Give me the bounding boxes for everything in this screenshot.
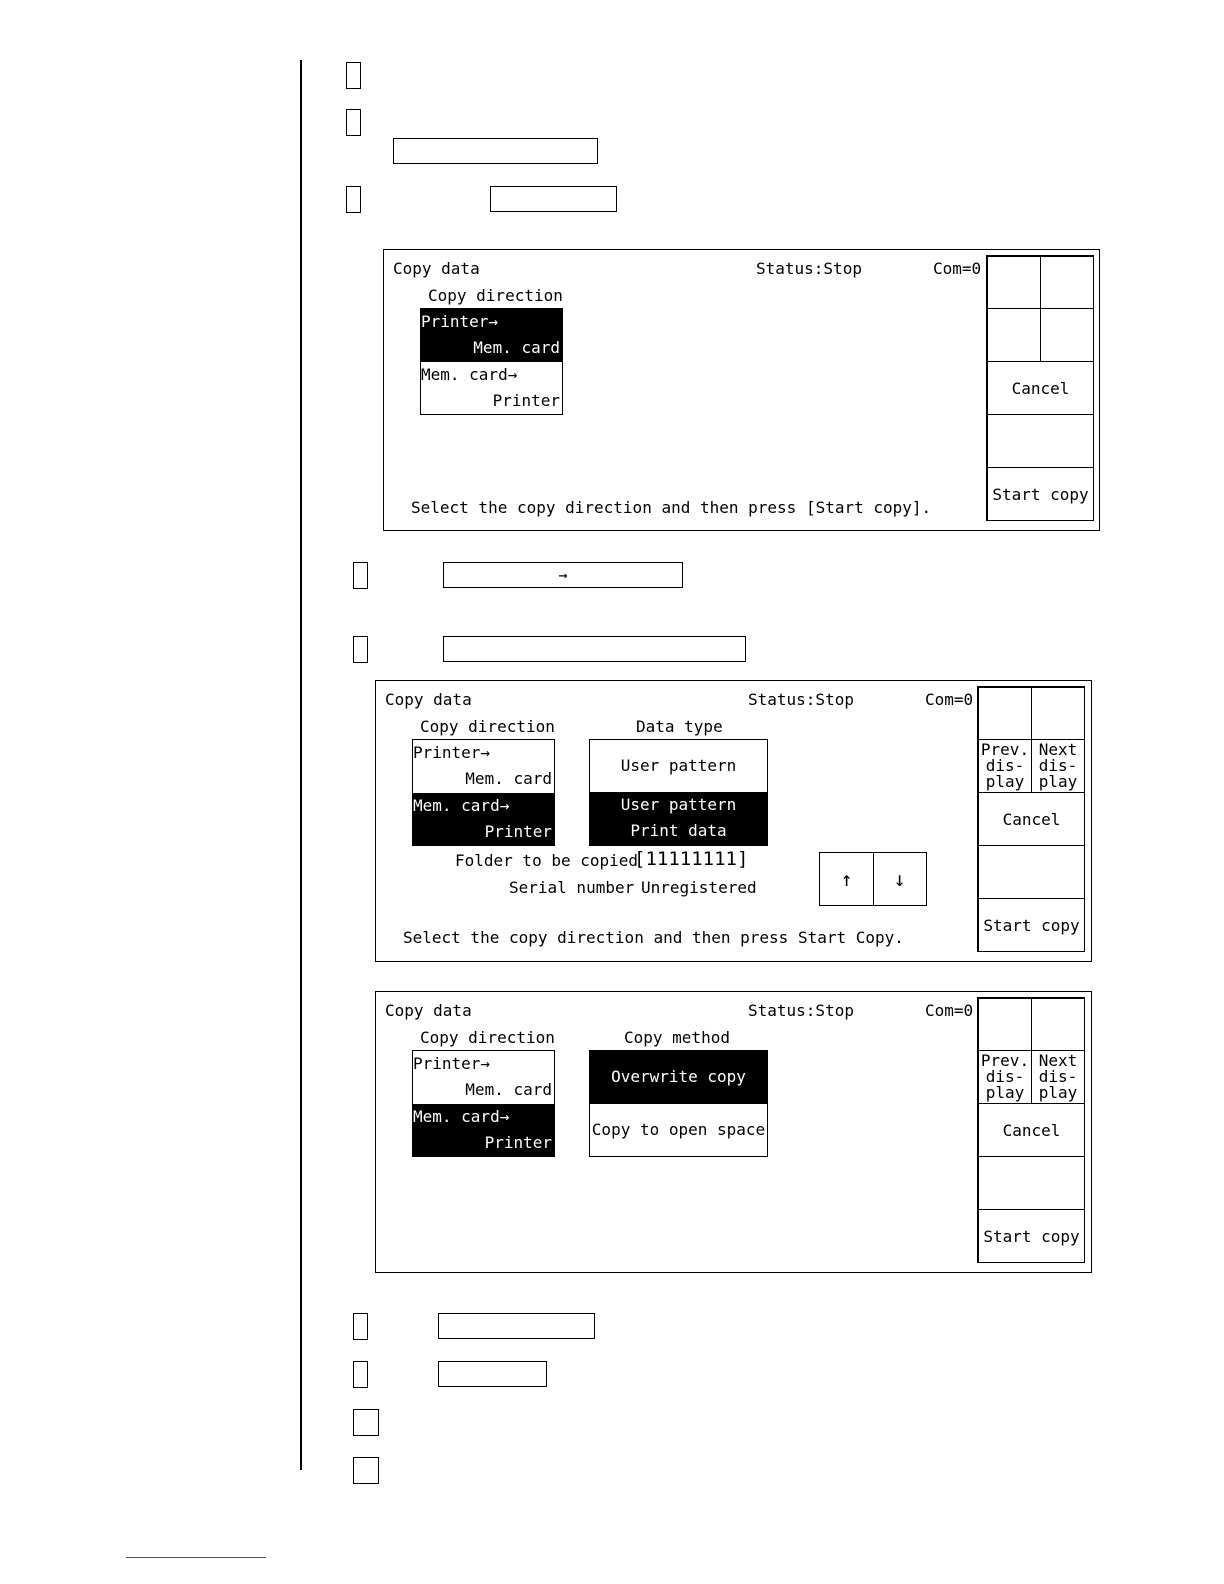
option-card-to-printer[interactable]: Mem. card→ Printer [413,793,554,845]
status-text: Status:Stop [756,259,862,278]
function-keys [977,686,1085,952]
next-display-button[interactable]: Next dis- play [1031,739,1085,793]
blank-key[interactable] [978,1156,1085,1210]
blank-key[interactable] [978,845,1085,899]
instruction-message: Select the copy direction and then press [Start copy]. [411,498,932,517]
cancel-button[interactable]: Cancel [978,1103,1085,1157]
blank-key[interactable] [1040,308,1094,362]
option-overwrite-copy[interactable]: Overwrite copy [590,1051,767,1104]
step-marker-5 [353,636,368,663]
screen-title: Copy data [385,690,472,709]
blank-key[interactable] [1040,256,1094,309]
function-keys [977,997,1085,1263]
option-user-pattern[interactable]: User pattern [620,756,737,775]
option-printer-to-card[interactable]: Printer→ Mem. card [413,743,552,788]
copy-data-screen-2 [375,680,1092,962]
function-keys [986,255,1094,521]
option-printer-to-card[interactable]: Printer→ Mem. card [413,1054,552,1099]
com-text: Com=0 [925,1001,974,1020]
blank-key[interactable] [1031,687,1085,740]
start-copy-button[interactable]: Start copy [978,1209,1085,1263]
step-marker-4 [353,562,368,589]
copy-data-screen-1 [383,249,1100,531]
blank-key[interactable] [987,308,1041,362]
com-text: Com=0 [925,690,974,709]
key-reference-box [490,186,617,212]
step-marker-2 [346,109,361,136]
blank-key[interactable] [987,414,1094,468]
step-marker-6 [353,1313,368,1340]
copy-method-label: Copy method [624,1028,730,1047]
status-text: Status:Stop [748,1001,854,1020]
cancel-button[interactable]: Cancel [987,361,1094,415]
blank-key[interactable] [978,687,1032,740]
status-text: Status:Stop [748,690,854,709]
copy-direction-label: Copy direction [420,717,555,736]
step-marker-3 [346,186,361,213]
serial-number-label: Serial number [509,878,635,897]
screen-title: Copy data [393,259,480,278]
blank-key[interactable] [987,256,1041,309]
footer-rule [126,1557,266,1558]
copy-direction-label: Copy direction [428,286,563,305]
copy-method-selector [589,1050,768,1157]
margin-rule [300,60,302,1470]
step-marker-7 [353,1361,368,1388]
key-reference-box [393,138,598,164]
prev-display-button[interactable]: Prev. dis- play [978,739,1032,793]
option-card-to-printer[interactable]: Mem. card→ Printer [413,1104,554,1156]
copy-direction-label: Copy direction [420,1028,555,1047]
screen-title: Copy data [385,1001,472,1020]
serial-number-value: Unregistered [641,878,757,897]
option-printer-to-card[interactable]: Printer→ Mem. card [421,309,562,362]
start-copy-button[interactable]: Start copy [978,898,1085,952]
step-marker-1 [346,62,361,89]
blank-key[interactable] [1031,998,1085,1051]
data-type-label: Data type [636,717,723,736]
instruction-message: Select the copy direction and then press Start Copy. [403,928,904,947]
prev-display-button[interactable]: Prev. dis- play [978,1050,1032,1104]
folder-value[interactable]: [11111111] [634,848,749,870]
key-reference-box [438,1361,547,1387]
start-copy-button[interactable]: Start copy [987,467,1094,521]
up-arrow-button[interactable]: ↑ [820,853,874,905]
key-reference-box [443,562,683,588]
copy-direction-selector [420,308,563,415]
com-text: Com=0 [933,259,982,278]
option-copy-to-open-space[interactable]: Copy to open space [591,1120,766,1139]
copy-direction-selector [412,739,555,846]
key-reference-box [438,1313,595,1339]
arrow-glyph: → [558,566,568,584]
blank-key[interactable] [978,998,1032,1051]
data-type-selector [589,739,768,846]
folder-arrow-keys [819,852,927,906]
copy-data-screen-3 [375,991,1092,1273]
down-arrow-button[interactable]: ↓ [893,867,906,891]
cancel-button[interactable]: Cancel [978,792,1085,846]
option-card-to-printer[interactable]: Mem. card→ Printer [421,365,560,410]
key-reference-box [443,636,746,662]
copy-direction-selector [412,1050,555,1157]
next-display-button[interactable]: Next dis- play [1031,1050,1085,1104]
option-user-pattern-print-data[interactable]: User pattern Print data [590,792,767,845]
step-marker-9 [353,1457,379,1484]
step-marker-8 [353,1409,379,1436]
folder-label: Folder to be copied [455,851,639,870]
